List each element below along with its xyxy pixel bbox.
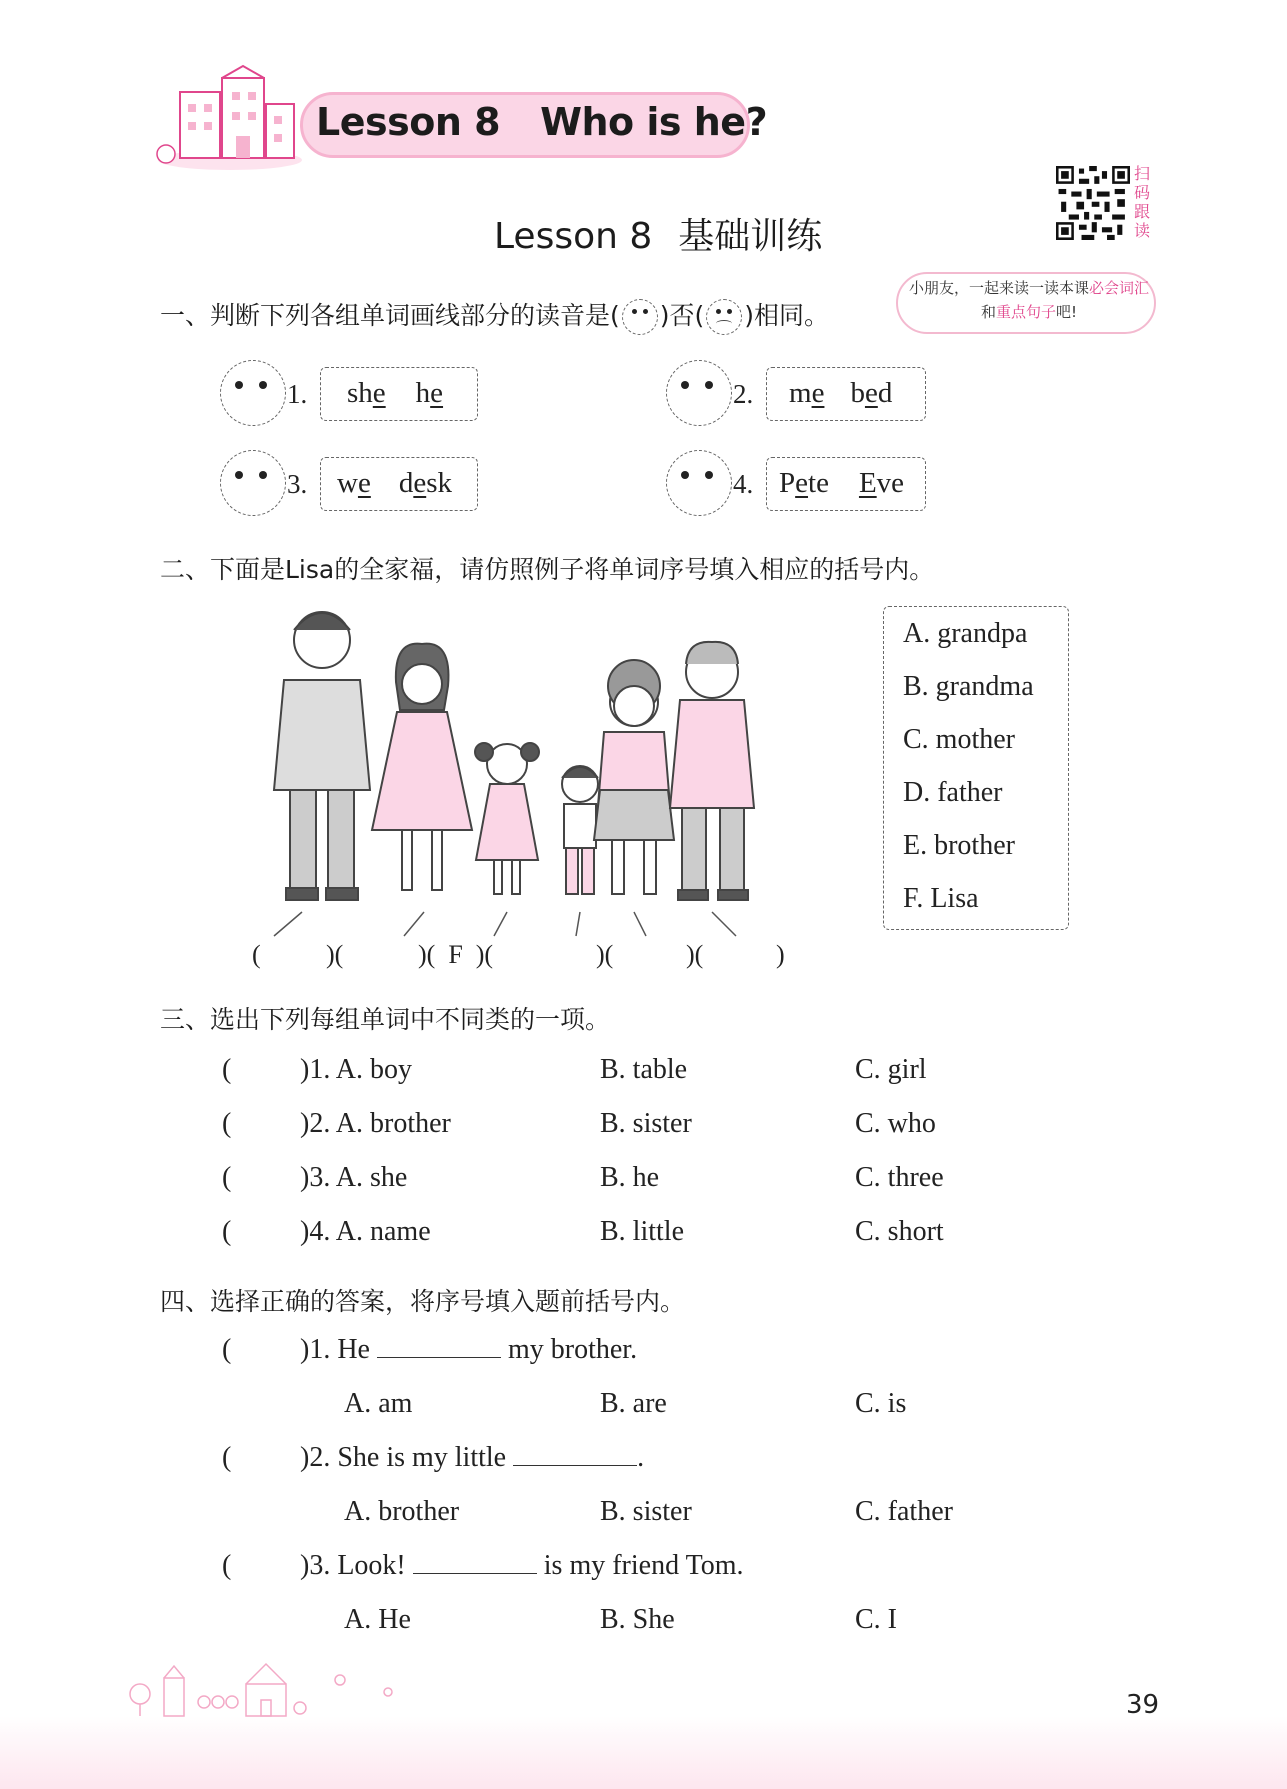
lesson-number: Lesson 8 <box>316 100 501 144</box>
fill-blank[interactable] <box>513 1443 637 1466</box>
q-option-a: A. am <box>344 1388 413 1419</box>
lesson-title <box>316 100 767 144</box>
fill-blank[interactable] <box>377 1335 501 1358</box>
open-paren[interactable]: ( <box>222 1054 232 1085</box>
question-3: )3. Look! is my friend Tom. <box>300 1550 744 1581</box>
choice-item: E. brother <box>903 830 1015 861</box>
open-paren[interactable]: ( <box>222 1162 232 1193</box>
word-pair-box: we desk <box>320 457 478 511</box>
subtitle-lesson: Lesson 8 <box>494 216 653 257</box>
qr-label: 扫码跟读 <box>1134 164 1151 240</box>
q-option-c: C. who <box>855 1108 936 1139</box>
page-number: 39 <box>1126 1690 1160 1720</box>
answer-face-2[interactable] <box>666 360 732 426</box>
building-illustration <box>150 64 310 174</box>
q-option-a: )2. A. brother <box>300 1108 451 1139</box>
item-number: 4. <box>733 469 754 499</box>
q-option-a: A. brother <box>344 1496 460 1527</box>
q-option-b: B. sister <box>600 1496 692 1527</box>
q-option-b: B. She <box>600 1604 675 1635</box>
item-number: 2. <box>733 379 754 409</box>
answer-face-1[interactable] <box>220 360 286 426</box>
q-option-b: B. sister <box>600 1108 692 1139</box>
choice-item: A. grandpa <box>903 618 1028 649</box>
q-option-a: )1. A. boy <box>300 1054 412 1085</box>
q-option-a: A. He <box>344 1604 411 1635</box>
word-pair-box: Pete Eve <box>766 457 926 511</box>
town-illustration <box>120 1650 420 1720</box>
q-option-a: )3. A. she <box>300 1162 408 1193</box>
q-option-a: )4. A. name <box>300 1216 431 1247</box>
q-option-c: C. girl <box>855 1054 927 1085</box>
q-option-b: B. he <box>600 1162 660 1193</box>
answer-slot[interactable]: )( <box>326 940 344 969</box>
open-paren[interactable]: ( <box>222 1550 232 1581</box>
open-paren[interactable]: ( <box>222 1442 232 1473</box>
section2-heading: 二、下面是Lisa的全家福，请仿照例子将单词序号填入相应的括号内。 <box>160 555 935 584</box>
q-option-b: B. table <box>600 1054 688 1085</box>
qr-code-icon[interactable] <box>1056 166 1130 240</box>
choice-item: B. grandma <box>903 671 1034 702</box>
answer-slot[interactable]: ( <box>252 940 261 969</box>
word-pair-box: me bed <box>766 367 926 421</box>
section4-heading: 四、选择正确的答案，将序号填入题前括号内。 <box>160 1287 686 1316</box>
q-option-c: C. father <box>855 1496 953 1527</box>
sad-face-icon <box>706 299 742 335</box>
subtitle-name: 基础训练 <box>678 216 823 257</box>
lesson-name: Who is he? <box>540 100 768 144</box>
q-option-c: C. is <box>855 1388 907 1419</box>
family-illustration <box>262 600 782 940</box>
q-option-c: C. I <box>855 1604 897 1635</box>
word-choices-box <box>883 606 1069 930</box>
tip-text: 小朋友，一起来读一读本课必会词汇和重点句子吧! <box>908 279 1150 321</box>
answer-face-4[interactable] <box>666 450 732 516</box>
item-number: 3. <box>287 469 308 499</box>
choice-item: D. father <box>903 777 1003 808</box>
answer-face-3[interactable] <box>220 450 286 516</box>
question-1: )1. He my brother. <box>300 1334 638 1365</box>
section1-heading: 一、判断下列各组单词画线部分的读音是( )否( )相同。 <box>160 296 829 335</box>
word-pair-box: she he <box>320 367 478 421</box>
q-option-b: B. little <box>600 1216 684 1247</box>
item-number: 1. <box>287 379 308 409</box>
section-subtitle <box>494 208 822 259</box>
footer-band <box>0 1716 1287 1789</box>
open-paren[interactable]: ( <box>222 1216 232 1247</box>
fill-blank[interactable] <box>413 1551 537 1574</box>
open-paren[interactable]: ( <box>222 1108 232 1139</box>
q-option-c: C. three <box>855 1162 944 1193</box>
q-option-b: B. are <box>600 1388 667 1419</box>
open-paren[interactable]: ( <box>222 1334 232 1365</box>
answer-slot[interactable]: )( F )( <box>418 940 494 969</box>
choice-item: F. Lisa <box>903 883 979 914</box>
q-option-c: C. short <box>855 1216 944 1247</box>
smile-face-icon <box>622 299 658 335</box>
section3-heading: 三、选出下列每组单词中不同类的一项。 <box>160 1005 611 1034</box>
question-2: )2. She is my little . <box>300 1442 645 1473</box>
answer-slot[interactable]: )( <box>686 940 704 969</box>
choice-item: C. mother <box>903 724 1015 755</box>
answer-slot[interactable]: )( <box>596 940 614 969</box>
answer-slot[interactable]: ) <box>776 940 785 969</box>
